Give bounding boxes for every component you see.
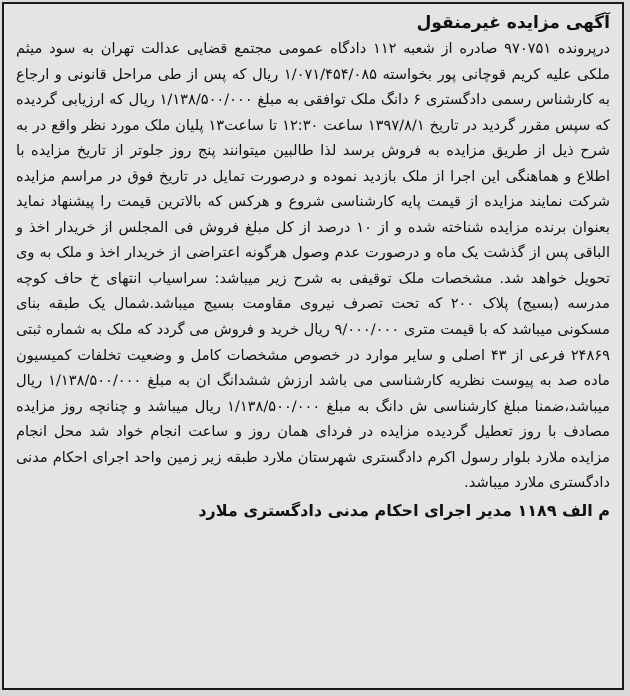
auction-notice (2, 2, 624, 690)
notice-title: آگهی مزایده غیرمنقول (416, 13, 610, 33)
notice-signature: م الف ۱۱۸۹ مدیر اجرای احکام مدنی دادگستری ملارد (198, 500, 610, 520)
notice-body: درپرونده ۹۷۰۷۵۱ صادره از شعبه ۱۱۲ دادگاه عمومی مجتمع قضایی عدالت تهران به سود میثم ملکی علیه کریم قوچانی پور بخواسته ۱/۰۷۱/۴۵۴/۰۸۵ ریال که پس از طی مراحل قانونی و ارجاع به کارشناس رسمی دادگستری ۶ دانگ ملک توافقی به مبلغ ۱/۱۳۸/۵۰۰/۰۰۰ ریال که ارزیابی گردیده که سپس مقرر گردید در تاریخ ۱۳۹۷/۸/۱ ساعت ۱۲:۳۰ تا ساعت۱۳ پلیان ملک مورد نظر واقع در به شرح ذیل از طریق مزایده به فروش برسد لذا طالبین میتوانند پنج روز جلوتر از تاریخ مزایده با اطلاع و هماهنگی این اجرا از ملک بازدید نموده و درصورت تمایل در تاریخ فوق در مراسم مزایده شرکت نمایند مزایده از قیمت پایه کارشناسی شروع و هرکس که بالاترین قیمت را پیشنهاد نماید بعنوان برنده مزایده شناخته شده و از ۱۰ درصد از کل مبلغ فروش فی المجلس از خریدار اخذ و الباقی پس از گذشت یک ماه و درصورت عدم وصول هرگونه اعتراضی از خریدار اخذ و ملک به وی تحویل خواهد شد. مشخصات ملک توقیفی به شرح زیر میباشد: سراسیاب انتهای خ حاف کوچه مدرسه (بسیج) پلاک ۲۰۰ که تحت تصرف نیروی مقاومت بسیج میباشد.شمال یک طبقه بنای مسکونی میباشد که با قیمت متری ۹/۰۰۰/۰۰۰ ریال خرید و فروش می گردد که ملک به شماره ثبتی ۲۴۸۶۹ فرعی از ۴۳ اصلی و سایر موارد در خصوص مشخصات کامل و وضعیت تخلفات کمیسیون ماده صد به پیوست نظریه کارشناسی می باشد ارزش ششدانگ ان به مبلغ ۱/۱۳۸/۵۰۰/۰۰۰ ریال میباشد،ضمنا مبلغ کارشناسی ش دانگ به مبلغ ۱/۱۳۸/۵۰۰/۰۰۰ ریال میباشد و چنانچه روز مزایده مصادف با روز تعطیل گردیده مزایده در فردای همان روز و ساعت انجام خواد شد محل انجام مزایده ملارد بلوار رسول اکرم دادگستری شهرستان ملارد طبقه زیر زمین واحد اجرای احکام مدنی دادگستری ملارد میباشد. (16, 40, 611, 492)
